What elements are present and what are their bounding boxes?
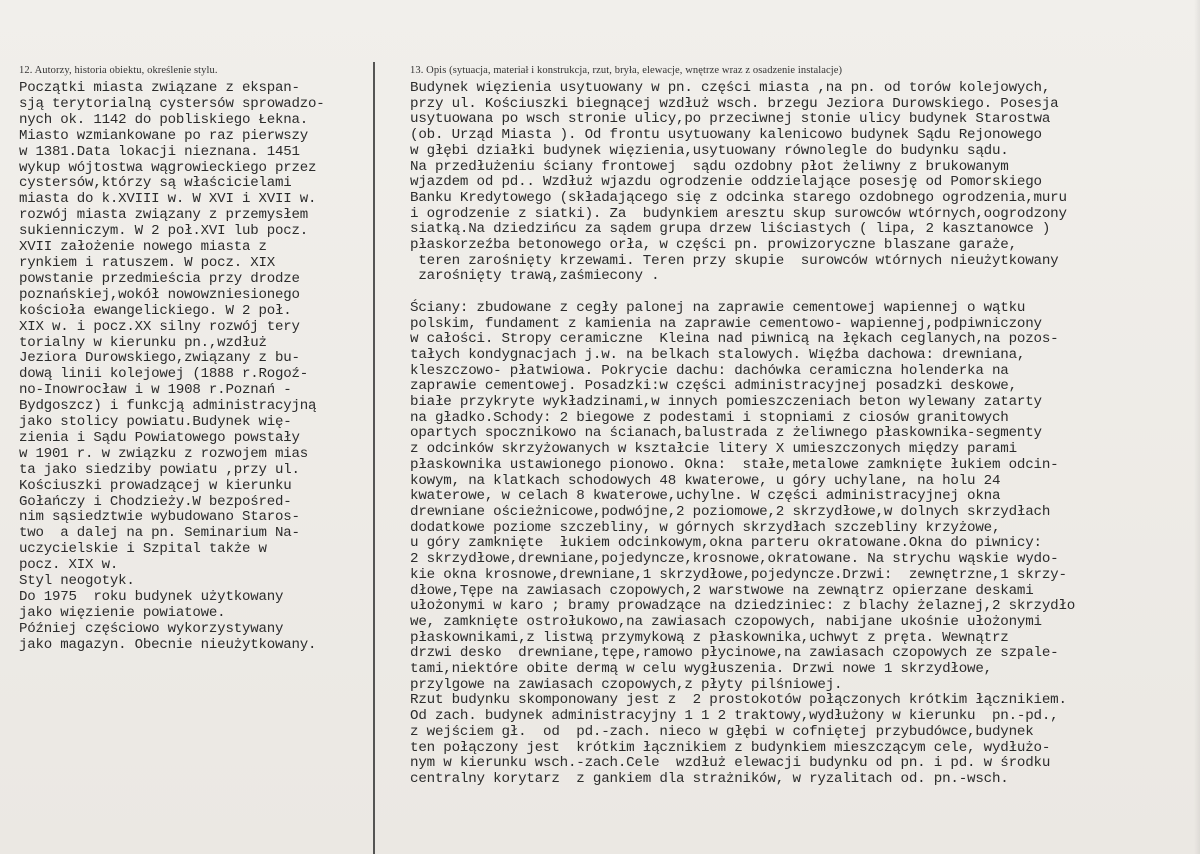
scan-edge-shadow: [1194, 0, 1200, 854]
description-text: Budynek więzienia usytuowany w pn. części miasta ,na pn. od torów kolejowych, przy ul. Kościuszki biegnącej wzdłuż wsch. brzegu Jeziora Durowskiego. Posesja usytuowana po wsch stronie ulicy,po przeciwnej stonie ulicy budynek Starostwa (ob. Urząd Miasta ). Od frontu usytuowany kalenicowo budynek Sądu Rejonowego w głębi działki budynek więzienia,usytuowany równolegle do budynku sądu. Na przedłużeniu ściany frontowej sądu ozdobny płot żeliwny z brukowanym wjazdem od pd.. Wzdłuż wjazdu ogrodzenie oddzielające posesję od Pomorskiego Banku Kredytowego (składającego się z odcinka starego ozdobnego ogrodzenia,muru i ogrodzenie z siatki). Za budynkiem aresztu skup surowców wtórnych,oogrodzony siatką.Na dziedzińcu za sądem grupa drzew liściastych ( lipa, 2 kasztanowce ) płaskorzeźba betonowego orła, w części pn. prowizoryczne blaszane garaże, teren zarośnięty krzewami. Teren przy skupie surowców wtórnych nieużytkowany zarośnięty trawą,zaśmiecony . Ściany: zbudowane z cegły palonej na zaprawie cementowej wapiennej o wątku polskim, fundament z kamienia na zaprawie cementowo- wapiennej,podpiwniczony w całości. Stropy ceramiczne Kleina nad piwnicą na łękach ceglanych,na pozos- tałych kondygnacjach j.w. na belkach stalowych. Więźba dachowa: drewniana, kleszczowo- płatwiowa. Pokrycie dachu: dachówka ceramiczna holenderka na zaprawie cementowej. Posadzki:w części administracyjnej posadzki deskowe, białe przykryte wykładzinami,w innych pomieszczeniach beton wylewany zatarty na gładko.Schody: 2 biegowe z podestami i stopniami z ciosów granitowych opartych spocznikowo na ścianach,balustrada z żeliwnego płaskownika-segmenty z odcinków skrzyżowanych w kształcie litery X umieszczonych między parami płaskownika ustawionego pionowo. Okna: stałe,metalowe zamknięte łukiem odcin- kowym, na klatkach schodowych 48 kwaterowe, u góry uchylane, na holu 24 kwaterowe, w celach 8 kwaterowe,uchylne. W części administracyjnej okna drewniane ościeżnicowe,podwójne,2 poziomowe,2 skrzydłowe,w dolnych skrzydłach dodatkowe poziome szczebliny, w górnych skrzydłach szczebliny krzyżowe, u góry zamknięte łukiem odcinkowym,okna parteru okratowane.Okna do piwnicy: 2 skrzydłowe,drewniane,pojedyncze,krosnowe,okratowane. Na strychu wąskie wydo- kie okna krosnowe,drewniane,1 skrzydłowe,pojedyncze.Drzwi: zewnętrzne,1 skrzy- dłowe,Tępe na zawiasach czopowych,2 warstwowe na zewnątrz opierzane deskami ułożonymi w karo ; bramy prowadzące na dziedziniec: z blachy żelaznej,2 skrzydło we, zamknięte ostrołukowo,na zawiasach czopowych, nabijane ukośnie ułożonymi płaskownikami,z listwą przymykową z płaskownika,uchwyt z pręta. Wewnątrz drzwi desko drewniane,tępe,ramowo płycinowe,na zawiasach czopowych ze szpale- tami,niektóre obite dermą w celu wygłuszenia. Drzwi nowe 1 skrzydłowe, przylgowe na zawiasach czopowych,z płyty pilśniowej. Rzut budynku skomponowany jest z 2 prostokotów połączonych krótkim łącznikiem. Od zach. budynek administracyjny 1 1 2 traktowy,wydłużony w kierunku pn.-pd., z wejściem gł. od pd.-zach. nieco w głębi w cofniętej przybudówce,budynek ten połączony jest krótkim łącznikiem z budynkiem mieszczącym cele, wydłużo- nym w kierunku wsch.-zach.Cele wzdłuż elewacji budynku od pn. i pd. w środku centralny korytarz z gankiem dla strażników, w ryzalitach od. pn.-wsch.: [410, 80, 1076, 787]
section-13-header: 13. Opis (sytuacja, materiał i konstrukcja, rzut, bryła, elewacje, wnętrze wraz z osadzenie instalacje): [410, 65, 843, 76]
section-12-header: 12. Autorzy, historia obiektu, określenie stylu.: [19, 65, 218, 76]
column-divider: [373, 62, 375, 854]
history-text: Początki miasta związane z ekspan- sją terytorialną cystersów sprowadzo- nych ok. 1142 do pobliskiego Łekna. Miasto wzmiankowane po raz pierwszy w 1381.Data lokacji nieznana. 1451 wykup wójtostwa wągrowieckiego przez cystersów,którzy są właścicielami miasta do k.XVIII w. W XVI i XVII w. rozwój miasta związany z przemysłem sukienniczym. W 2 poł.XVI lub pocz. XVII założenie nowego miasta z rynkiem i ratuszem. W pocz. XIX powstanie przedmieścia przy drodze poznańskiej,wokół nowowzniesionego kościoła ewangelickiego. W 2 poł. XIX w. i pocz.XX silny rozwój tery torialny w kierunku pn.,wzdłuż Jeziora Durowskiego,związany z bu- dową linii kolejowej (1888 r.Rogoź- no-Inowrocław i w 1908 r.Poznań - Bydgoszcz) i funkcją administracyjną jako stolicy powiatu.Budynek wię- zienia i Sądu Powiatowego powstały w 1901 r. w związku z rozwojem mias ta jako siedziby powiatu ,przy ul. Kościuszki prowadzącej w kierunku Gołańczy i Chodzieży.W bezpośred- nim sąsiedztwie wybudowano Staros- two a dalej na pn. Seminarium Na- uczycielskie i Szpital także w pocz. XIX w. Styl neogotyk. Do 1975 roku budynek użytkowany jako więzienie powiatowe. Później częściowo wykorzystywany jako magazyn. Obecnie nieużytkowany.: [19, 80, 325, 653]
